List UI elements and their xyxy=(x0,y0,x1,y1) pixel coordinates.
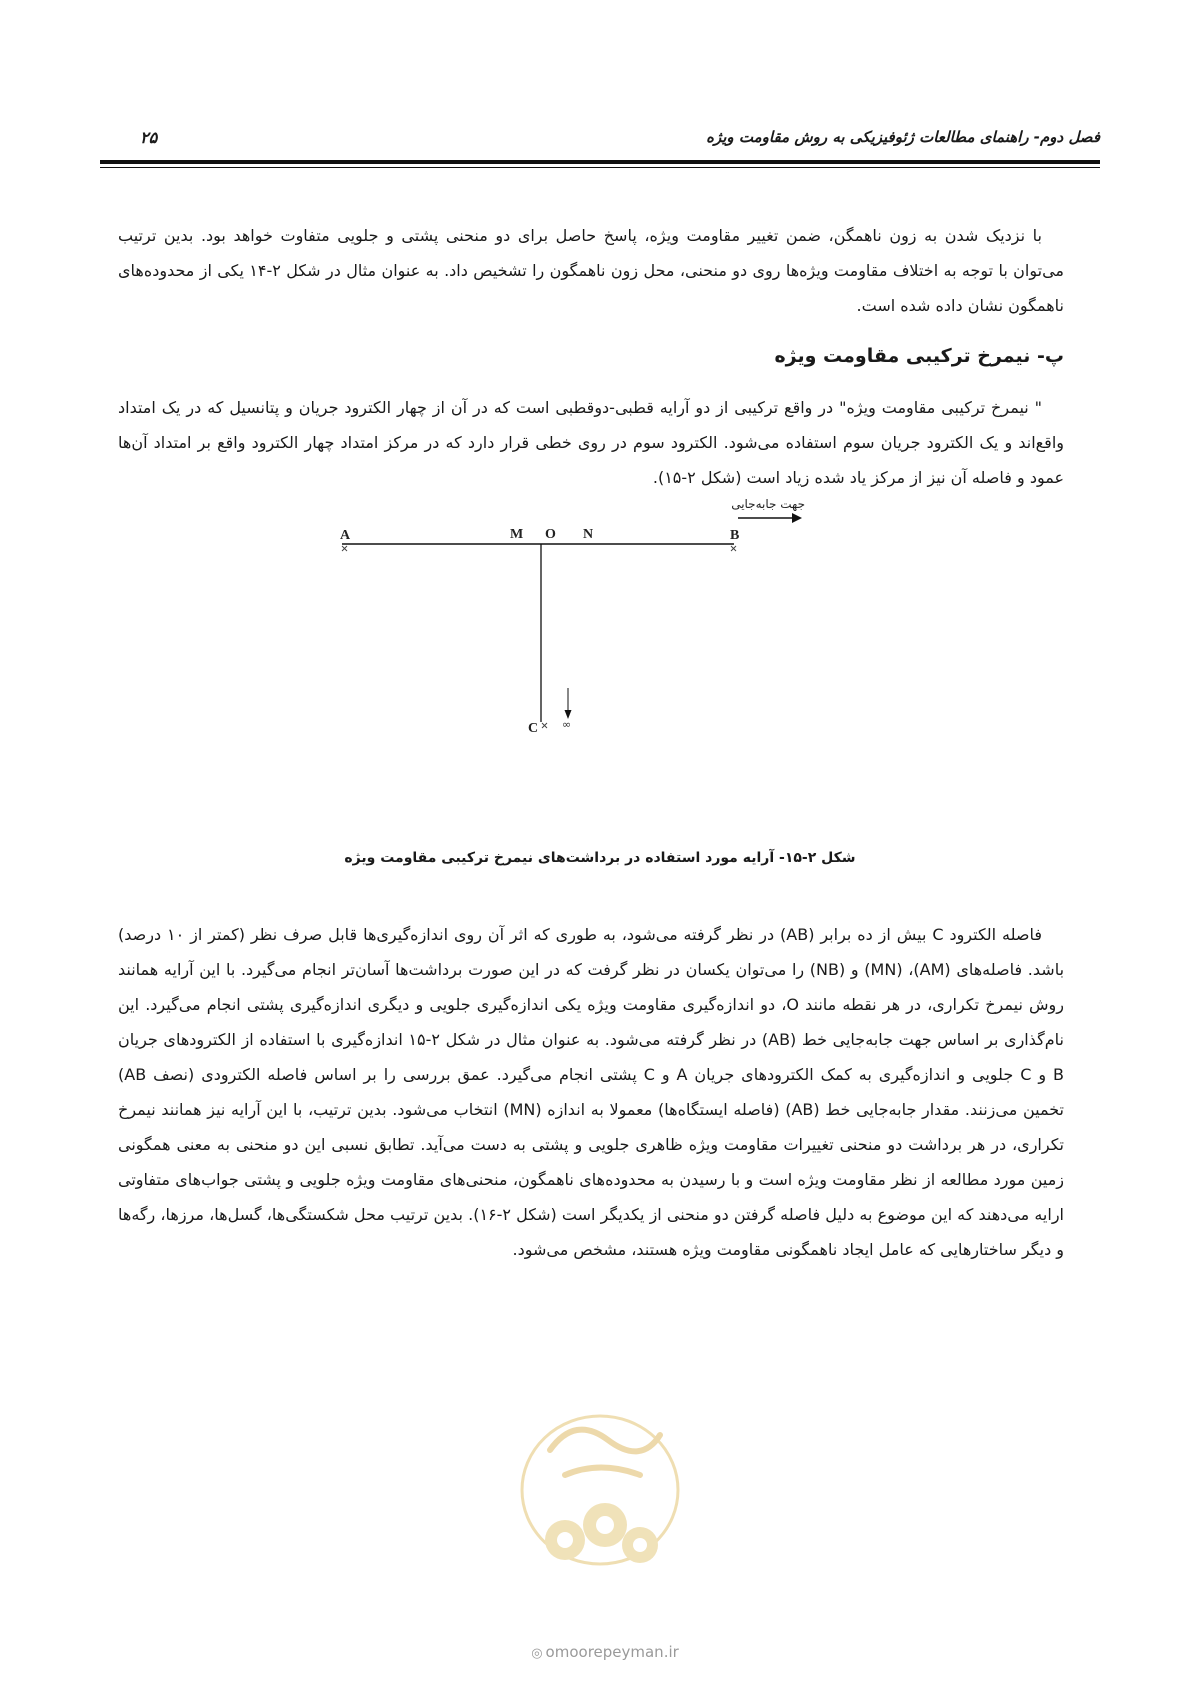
paragraph-3-text: فاصله الکترود C بیش از ده برابر (AB) در نظر گرفته می‌شود، به طوری که اثر آن روی اندازه‌گیری‌ها قابل صرف نظر (کمتر از ۱۰ درصد) باشد. فاصله‌های (AM)، (MN) و (NB) را می‌توان یکسان در نظر گرفت که در این صورت برداشت‌ها آسان‌تر انجام می‌گیرد. با این آرایه همانند روش نیمرخ تکراری، در هر نقطه مانند O، دو اندازه‌گیری مقاومت ویژه یکی اندازه‌گیری جلویی و دیگری اندازه‌گیری پشتی انجام می‌گیرد. این نام‌گذاری بر اساس جهت جابه‌جایی خط (AB) در نظر گرفته می‌شود. به عنوان مثال در شکل ۲-۱۵ اندازه‌گیری با استفاده از الکترودهای جریان B و C جلویی و اندازه‌گیری به کمک الکترودهای جریان A و C پشتی انجام می‌گیرد. عمق بررسی را بر اساس فاصله الکترودی (نصف AB) تخمین می‌زنند. مقدار جابه‌جایی خط (AB) (فاصله ایستگاه‌ها) معمولا به اندازه (MN) انتخاب می‌شود. بدین ترتیب، با این آرایه نیز همانند نیمرخ تکراری، در هر برداشت دو منحنی تغییرات مقاومت ویژه ظاهری جلویی و پشتی به دست می‌آید. تطابق نسبی این دو منحنی به معنی همگونی زمین مورد مطالعه از نظر مقاومت ویژه است و با رسیدن به محدوده‌های ناهمگون، منحنی‌های مقاومت ویژه جلویی و پشتی جواب‌های متفاوتی ارایه می‌دهند که این موضوع به دلیل فاصله گرفتن دو منحنی از یکدیگر است (شکل ۲-۱۶). بدین ترتیب محل شکستگی‌ها، گسل‌ها، مرزها، رگه‌ها و دیگر ساختارهایی که عامل ایجاد ناهمگونی مقاومت ویژه هستند، مشخص می‌شود. xyxy=(118,925,1065,1259)
paragraph-1-text: با نزدیک شدن به زون ناهمگن، ضمن تغییر مقاومت ویژه، پاسخ حاصل برای دو منحنی پشتی و جلویی متفاوت خواهد بود. بدین ترتیب می‌توان با توجه به اختلاف مقاومت ویژه‌ها روی دو منحنی، محل زون ناهمگون را تشخیص داد. به عنوان مثال در شکل ۲-۱۴ یکی از محدوده‌های ناهمگون نشان داده شده است. xyxy=(118,226,1065,315)
at-icon: ◎ xyxy=(531,1646,543,1661)
electrode-a-label: A xyxy=(340,528,351,543)
paragraph-2 xyxy=(118,390,1064,495)
electrode-c-label: C xyxy=(528,721,539,736)
paragraph-1 xyxy=(118,218,1064,323)
electrode-n-label: N xyxy=(583,527,594,542)
infinity-symbol: ∞ xyxy=(562,718,572,731)
electrode-marker-b xyxy=(731,546,736,551)
direction-arrow-head xyxy=(792,513,802,523)
watermark-logo xyxy=(480,1380,720,1630)
watermark-site-text: omoorepeyman.ir xyxy=(545,1643,679,1661)
electrode-array-figure xyxy=(340,497,820,745)
watermark-site xyxy=(470,1643,740,1661)
paragraph-2-text: " نیمرخ ترکیبی مقاومت ویژه" در واقع ترکیبی از دو آرایه قطبی-دوقطبی است که در آن از چهار الکترود جریان و پتانسیل که در یک امتداد واقع‌اند و یک الکترود جریان سوم استفاده می‌شود. الکترود سوم در روی خطی قرار دارد که در مرکز امتداد چهار الکترود واقع بر امتداد آن‌ها عمود و فاصله آن نیز از مرکز یاد شده زیاد است (شکل ۲-۱۵). xyxy=(118,398,1064,487)
electrode-m-label: M xyxy=(510,527,524,542)
chapter-title: فصل دوم- راهنمای مطالعات ژئوفیزیکی به روش مقاومت ویژه xyxy=(706,128,1100,146)
direction-label: جهت جابه‌جایی xyxy=(731,497,805,511)
paragraph-3 xyxy=(118,917,1064,1267)
section-heading: پ- نیمرخ ترکیبی مقاومت ویژه xyxy=(774,345,1064,367)
watermark-calligraphy xyxy=(550,1430,660,1475)
figure-caption: شکل ۲-۱۵- آرایه مورد استفاده در برداشت‌های نیمرخ ترکیبی مقاومت ویژه xyxy=(344,850,856,866)
header-rule-thick xyxy=(100,160,1100,164)
electrode-marker-a xyxy=(342,546,347,551)
electrode-b-label: B xyxy=(730,528,740,543)
header-rule-thin xyxy=(100,167,1100,168)
electrode-o-label: O xyxy=(545,527,556,542)
page-header xyxy=(100,128,1100,150)
electrode-marker-c xyxy=(542,723,547,728)
page-number: ۲۵ xyxy=(140,128,158,147)
